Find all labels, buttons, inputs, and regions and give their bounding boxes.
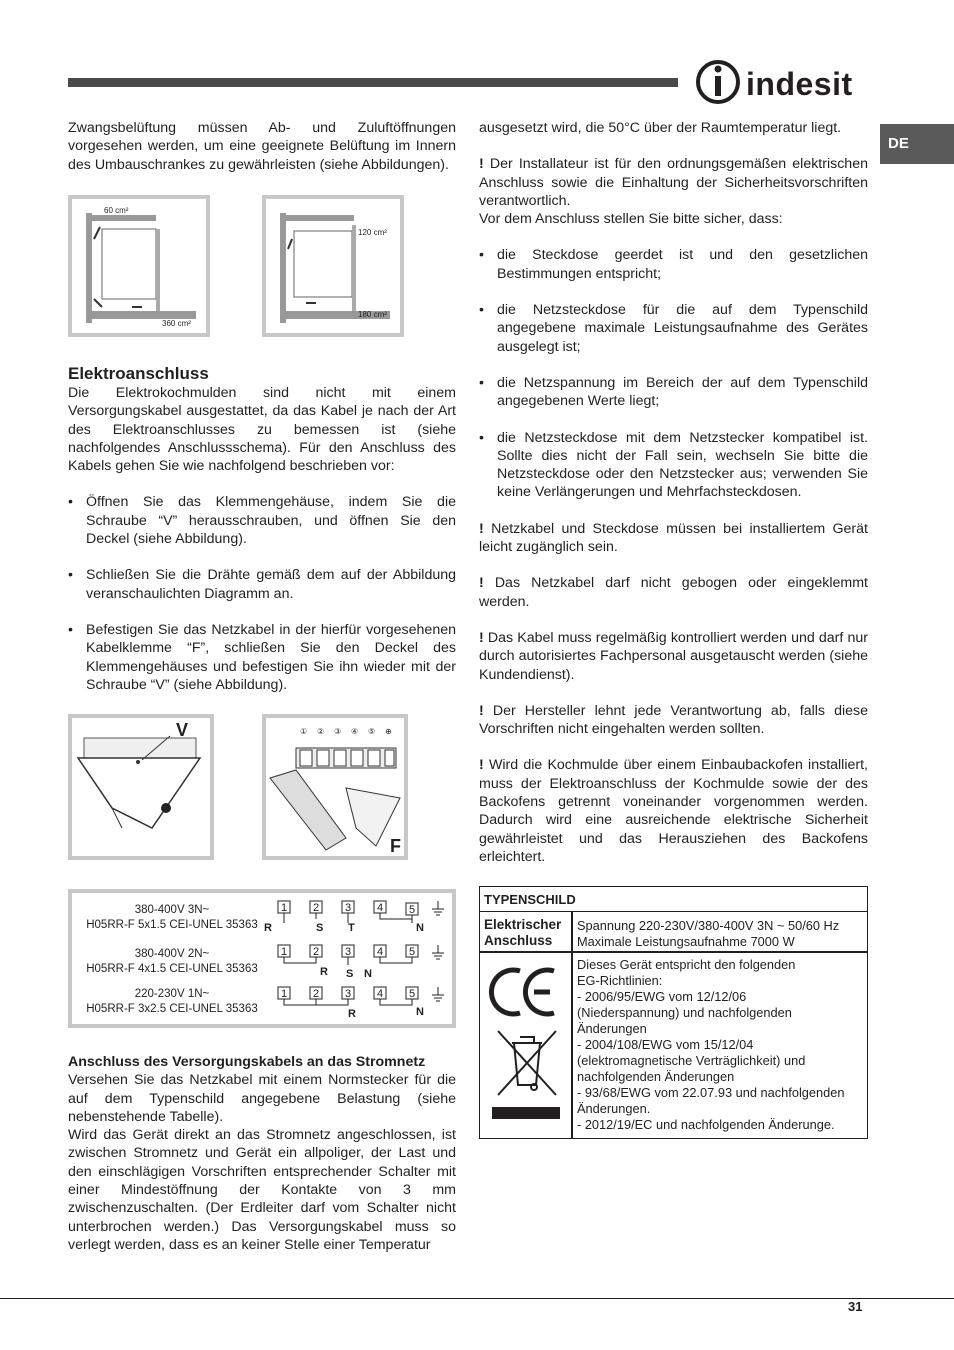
terminal-box-diagram [72, 718, 210, 856]
warning-5: ! Wird die Kochmulde über einem Einbaubackofen installiert, muss der Elektroanschluss der Kochmulde sowie der des Backofens getrennt voneinander vorgenommen werden. Dadurch wird eine ausreichende elektrische Sicherheit gewährleistet und das Herausziehen des Backofens erleichtert. [479, 757, 868, 865]
svg-text:3: 3 [345, 902, 352, 914]
list-item: • die Netzsteckdose mit dem Netzstecker kompatibel ist. Sollte dies nicht der Fall sein, wechseln Sie bitte die Netzsteckdose oder den Netzstecker aus; verwenden Sie keine Verlängerungen und Mehrfachsteckdosen. [479, 429, 868, 501]
ventilation-diagram-1 [72, 199, 206, 333]
terminal-diagram [264, 893, 452, 1024]
svg-text:1: 1 [281, 988, 288, 1000]
footer-rule [0, 1298, 954, 1299]
svg-text:R: R [264, 922, 272, 934]
wiring-label-1: 380-400V 3N~ H05RR-F 5x1.5 CEI-UNEL 35363 [86, 904, 258, 931]
svg-text:2: 2 [313, 946, 320, 958]
para-2: Wird das Gerät direkt an das Stromnetz angeschlossen, ist zwischen Stromnetz und Gerät ein allpoliger, der Last und den einschlägigen Vorschriften entsprechender Schalter mit einer Mindestöffnung der Kontakte von 3 mm zwischenzuschalten. (Der Erdleiter darf vom Schalter nicht unterbrochen werden.) Das Versorgungskabel muss so verlegt werden, dass es an keiner Stelle einer Temperatur [68, 1127, 456, 1253]
svg-text:4: 4 [377, 946, 384, 958]
svg-text:1: 1 [281, 902, 288, 914]
svg-text:4: 4 [377, 988, 384, 1000]
subhead: Anschluss des Versorgungskabels an das Stromnetz [68, 1054, 426, 1070]
svg-text:120 cm²: 120 cm² [358, 228, 387, 237]
warning-2: ! Das Netzkabel darf nicht gebogen oder eingeklemmt werden. [479, 575, 868, 610]
list-item: • die Netzsteckdose für die auf dem Typenschild angegebene maximale Leistungsaufnahme des Gerätes ausgelegt ist; [479, 302, 868, 355]
plate-row1-label: Elektrischer Anschluss [484, 917, 562, 948]
svg-text:R: R [348, 1008, 356, 1020]
svg-text:③: ③ [334, 727, 342, 736]
language-tab: DE [880, 124, 954, 164]
warning-1: ! Netzkabel und Steckdose müssen bei installiertem Gerät leicht zugänglich sein. [479, 520, 868, 556]
terminal-box-figure [68, 714, 214, 860]
right-column [479, 119, 868, 866]
svg-text:CE: CE [490, 963, 492, 964]
section-text: Die Elektrokochmulden sind nicht mit einem Versorgungskabel ausgestattet, da das Kabel je nach der Art des Elektroanschlusses zu bemessen ist (siehe nachfolgendes Anschlussschema). Für den Anschluss des Kabels gehen Sie wie nachfolgend beschrieben vor: [68, 385, 456, 475]
warning-installer: ! Der Installateur ist für den ordnungsgemäßen elektrischen Anschluss sowie die Einhaltung der Sicherheitsvorschriften verantwortlich. [479, 156, 868, 209]
ventilation-figure-1 [68, 195, 210, 337]
before-connection: Vor dem Anschluss stellen Sie bitte sicher, dass: [479, 211, 783, 228]
svg-text:F: F [390, 836, 401, 856]
svg-text:N: N [364, 968, 372, 980]
wiring-label-2: 380-400V 2N~ H05RR-F 4x1.5 CEI-UNEL 35363 [86, 948, 258, 975]
ventilation-figure-2 [262, 195, 404, 337]
para-1: Versehen Sie das Netzkabel mit einem Normstecker für die auf dem Typenschild angegebene Belastung (siehe nebenstehende Tabelle). [68, 1072, 456, 1125]
svg-text:3: 3 [345, 946, 352, 958]
list-item: • Befestigen Sie das Netzkabel in der hierfür vorgesehenen Kabelklemme “F”, schließen Sie den Deckel des Klemmengehäuses und befestigen Sie ihn wieder mit der Schraube “V” (siehe Abbildung). [68, 621, 456, 693]
svg-text:T: T [348, 922, 355, 934]
list-item: • Schließen Sie die Drähte gemäß dem auf der Abbildung veranschaulichten Diagramm an. [68, 567, 456, 602]
left-section [68, 364, 456, 694]
svg-text:5: 5 [409, 946, 416, 958]
list-item: • die Netzspannung im Bereich der auf dem Typenschild angegebenen Werte liegt; [479, 374, 868, 410]
ventilation-diagram-2 [266, 199, 400, 333]
plate-title: TYPENSCHILD [480, 887, 867, 912]
plate-row1-value: Spannung 220-230V/380-400V 3N ~ 50/60 Hz Maximale Leistungsaufnahme 7000 W [577, 918, 840, 949]
svg-text:N: N [416, 1006, 424, 1018]
svg-text:4: 4 [377, 902, 384, 914]
cable-clamp-figure [262, 714, 408, 860]
ce-weee-marks [490, 963, 562, 1123]
svg-text:S: S [346, 968, 354, 980]
intro-text: Zwangsbelüftung müssen Ab- und Zuluftöffnungen vorgesehen werden, um eine geeignete Belüftung im Innern des Umbauschrankes zu gewährleisten (siehe Abbildungen). [68, 120, 456, 173]
warning-3: ! Das Kabel muss regelmäßig kontrolliert werden und darf nur durch autorisiertes Fachpersonal ausgetauscht werden (siehe Kundendienst). [479, 629, 868, 683]
warning-4: ! Der Hersteller lehnt jede Verantwortung ab, falls diese Vorschriften nicht eingehalten werden sollten. [479, 702, 868, 738]
cable-clamp-diagram [266, 718, 404, 856]
left-bottom [68, 1053, 456, 1254]
svg-text:360 cm²: 360 cm² [162, 319, 191, 328]
svg-text:S: S [316, 922, 324, 934]
list-item: • die Steckdose geerdet ist und den gesetzlichen Bestimmungen entspricht; [479, 247, 868, 282]
section-title: Elektroanschluss [68, 364, 209, 383]
left-intro [68, 119, 456, 174]
svg-text:R: R [320, 966, 328, 978]
svg-text:5: 5 [409, 904, 416, 916]
page-number: 31 [848, 1299, 863, 1314]
svg-text:N: N [416, 922, 424, 934]
list-item: • Öffnen Sie das Klemmengehäuse, indem Sie die Schraube “V” herausschrauben, und öffnen Sie den Deckel (siehe Abbildung). [68, 494, 456, 548]
svg-text:2: 2 [313, 988, 320, 1000]
svg-text:②: ② [317, 727, 325, 736]
svg-text:180 cm²: 180 cm² [358, 310, 387, 319]
indesit-logo [694, 58, 872, 106]
wiring-diagram [68, 889, 456, 1028]
svg-text:1: 1 [281, 946, 288, 958]
svg-text:⑤: ⑤ [368, 727, 376, 736]
svg-text:3: 3 [345, 988, 352, 1000]
rating-plate-table [479, 886, 868, 1139]
svg-text:⊕: ⊕ [385, 727, 392, 736]
svg-text:④: ④ [351, 727, 359, 736]
svg-text:5: 5 [409, 988, 416, 1000]
svg-text:indesit: indesit [746, 66, 853, 102]
header-bar [68, 78, 678, 87]
svg-text:①: ① [300, 727, 308, 736]
svg-text:60 cm²: 60 cm² [104, 206, 129, 215]
continued-text: ausgesetzt wird, die 50°C über der Raumtemperatur liegt. [479, 120, 842, 136]
wiring-label-3: 220-230V 1N~ H05RR-F 3x2.5 CEI-UNEL 35363 [86, 988, 258, 1015]
svg-text:2: 2 [313, 902, 320, 914]
svg-text:V: V [176, 720, 189, 740]
plate-directives: Dieses Gerät entspricht den folgenden EG-Richtlinien: - 2006/95/EWG vom 12/12/06 (Niederspannung) und nachfolgenden Änderungen - 2004/108/EWG vom 15/12/04 (elektromagnetische Verträglichkeit) und nachfolgenden Änderungen - 93/68/EWG vom 22.07.93 und nachfolgenden Änderungen. - 2012/19/EC und nachfolgenden Änderunge. [577, 957, 845, 1132]
